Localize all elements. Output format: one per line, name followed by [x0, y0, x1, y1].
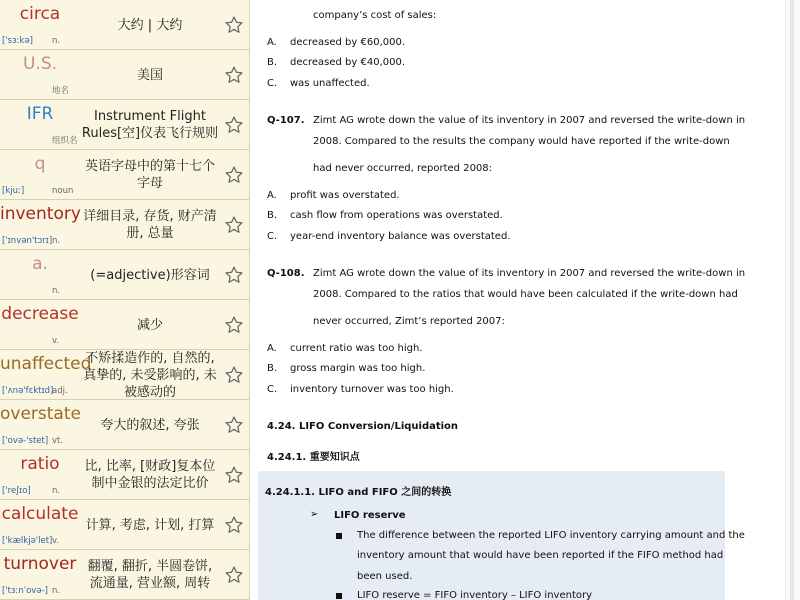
vocab-phonetic: ['tɜːnˈovə-]	[2, 586, 48, 596]
answer-letter: C.	[267, 231, 278, 242]
vocab-phonetic: ['ʌnə'fɛktɪd]	[2, 386, 54, 396]
vocab-part-of-speech: n.	[52, 486, 61, 496]
vocab-row[interactable]	[0, 200, 249, 250]
paragraph-line: The difference between the reported LIFO inventory carrying amount and the	[357, 530, 745, 541]
paragraph-line: been used.	[357, 571, 413, 582]
vocab-word: overstate	[0, 404, 81, 424]
key-points-box	[258, 471, 745, 600]
vocab-part-of-speech: noun	[52, 186, 74, 196]
vocab-definition: (=adjective)形容词	[90, 267, 210, 283]
vocab-row[interactable]	[0, 0, 249, 50]
vocab-definition: 夸大的叙述, 夸张	[100, 417, 200, 433]
vocab-definition: 不矫揉造作的, 自然的, 真挚的, 未受影响的, 未被感动的	[83, 350, 217, 400]
vocab-definition: 计算, 考虑, 计划, 打算	[85, 517, 215, 533]
favorite-star-icon[interactable]	[224, 265, 244, 285]
favorite-star-icon[interactable]	[224, 215, 244, 235]
section-heading: 4.24. LIFO Conversion/Liquidation	[267, 421, 459, 432]
vocab-word: U.S.	[22, 54, 58, 74]
answer-letter: A.	[267, 190, 277, 201]
answer-text: inventory turnover was too high.	[290, 384, 454, 395]
paragraph-line: LIFO reserve = FIFO inventory – LIFO inventory	[357, 590, 593, 600]
vocab-word: IFR	[26, 104, 54, 124]
favorite-star-icon[interactable]	[224, 565, 244, 585]
answer-letter: A.	[267, 343, 277, 354]
question-line: 2008. Compared to the ratios that would have been calculated if the write-down had	[313, 289, 738, 300]
vocab-word: turnover	[3, 554, 77, 574]
favorite-star-icon[interactable]	[224, 415, 244, 435]
section-heading: 4.24.1. 重要知识点	[267, 452, 360, 463]
paragraph-line: inventory amount that would have been reported if the FIFO method had	[357, 550, 724, 561]
vocab-word: decrease	[1, 304, 79, 324]
vocab-part-of-speech: 地名	[52, 86, 70, 96]
vocab-word: ratio	[20, 454, 60, 474]
answer-letter: C.	[267, 78, 278, 89]
vocab-phonetic: ['reʃɪo]	[2, 486, 31, 496]
vocab-definition: 详细目录, 存货, 财产清册, 总量	[83, 209, 217, 241]
answer-letter: B.	[267, 210, 278, 221]
square-bullet-icon	[336, 593, 342, 599]
question-line: never occurred, Zimt’s reported 2007:	[313, 316, 505, 327]
vocab-row[interactable]	[0, 150, 249, 200]
vocab-word: inventory	[0, 204, 81, 224]
question-number: Q-107.	[267, 115, 305, 126]
answer-text: current ratio was too high.	[290, 343, 423, 354]
vocab-part-of-speech: n.	[52, 586, 61, 596]
favorite-star-icon[interactable]	[224, 65, 244, 85]
vocab-word: circa	[19, 4, 61, 24]
vocab-word: unaffected	[0, 354, 92, 374]
favorite-star-icon[interactable]	[224, 515, 244, 535]
document-page	[250, 0, 785, 600]
vocab-definition: 减少	[136, 317, 163, 333]
vocab-part-of-speech: v.	[52, 536, 60, 546]
vocab-definition: 英语字母中的第十七个字母	[84, 159, 215, 191]
vocab-phonetic: ['ɪnvən'tɔrɪ]	[2, 236, 53, 246]
favorite-star-icon[interactable]	[224, 365, 244, 385]
favorite-star-icon[interactable]	[224, 465, 244, 485]
vocab-row[interactable]	[0, 250, 249, 300]
vocab-phonetic: ['ovə-'stet]	[2, 436, 49, 446]
answer-text: was unaffected.	[290, 78, 370, 89]
answer-text: decreased by €60,000.	[290, 37, 406, 48]
favorite-star-icon[interactable]	[224, 165, 244, 185]
vocab-word: a.	[32, 254, 48, 274]
arrow-bullet-icon: ➢	[310, 509, 319, 520]
favorite-star-icon[interactable]	[224, 315, 244, 335]
vocab-word: calculate	[1, 504, 79, 524]
text-line: company’s cost of sales:	[313, 10, 437, 21]
answer-letter: B.	[267, 363, 278, 374]
vocab-phonetic: ['kælkjə'let]	[2, 536, 53, 546]
answer-text: gross margin was too high.	[290, 363, 426, 374]
answer-text: cash flow from operations was overstated.	[290, 210, 503, 221]
answer-text: profit was overstated.	[290, 190, 400, 201]
vocab-part-of-speech: adj.	[52, 386, 68, 396]
answer-letter: C.	[267, 384, 278, 395]
vocab-part-of-speech: n.	[52, 236, 61, 246]
answer-text: decreased by €40,000.	[290, 57, 406, 68]
vocab-part-of-speech: n.	[52, 36, 61, 46]
answer-text: year-end inventory balance was overstated.	[290, 231, 511, 242]
answer-letter: B.	[267, 57, 278, 68]
square-bullet-icon	[336, 533, 342, 539]
vocab-definition: 大约 | 大约	[117, 17, 183, 33]
favorite-star-icon[interactable]	[224, 15, 244, 35]
vocab-part-of-speech: n.	[52, 286, 61, 296]
vocab-phonetic: ['sɜːkə]	[2, 36, 33, 46]
subsection-heading: 4.24.1.1. LIFO and FIFO 之间的转换	[265, 487, 452, 498]
question-number: Q-108.	[267, 268, 305, 279]
vocab-row[interactable]	[0, 100, 249, 150]
vocab-row[interactable]	[0, 350, 249, 400]
vocabulary-sidebar	[0, 0, 250, 600]
vocab-row[interactable]	[0, 550, 249, 600]
vocab-definition: 比, 比率, [财政]复本位制中金银的法定比价	[84, 459, 216, 491]
vocab-definition: Instrument Flight Rules[空]仪表飞行规则	[81, 109, 219, 141]
vocab-definition: 美国	[136, 67, 163, 83]
vocab-part-of-speech: vt.	[52, 436, 64, 446]
vocab-word: q	[34, 154, 46, 174]
vocab-row[interactable]	[0, 400, 249, 450]
question-line: had never occurred, reported 2008:	[313, 163, 493, 174]
question-line: Zimt AG wrote down the value of its inventory in 2007 and reversed the write-down in	[313, 268, 746, 279]
scrollbar-thumb[interactable]	[790, 0, 794, 600]
vocab-definition: 翻覆, 翻折, 半圆卷饼, 流通量, 营业额, 周转	[87, 559, 213, 591]
answer-letter: A.	[267, 37, 277, 48]
vocab-row[interactable]	[0, 500, 249, 550]
question-line: 2008. Compared to the results the company would have reported if the write-down	[313, 136, 730, 147]
vocab-row[interactable]	[0, 450, 249, 500]
vocab-phonetic: [kjuː]	[2, 186, 25, 196]
vocab-row[interactable]	[0, 300, 249, 350]
favorite-star-icon[interactable]	[224, 115, 244, 135]
question-line: Zimt AG wrote down the value of its inventory in 2007 and reversed the write-down in	[313, 115, 746, 126]
vocab-row[interactable]	[0, 50, 249, 100]
vocab-part-of-speech: v.	[52, 336, 60, 346]
vocab-part-of-speech: 组织名	[52, 136, 78, 146]
bullet-title: LIFO reserve	[334, 510, 406, 521]
